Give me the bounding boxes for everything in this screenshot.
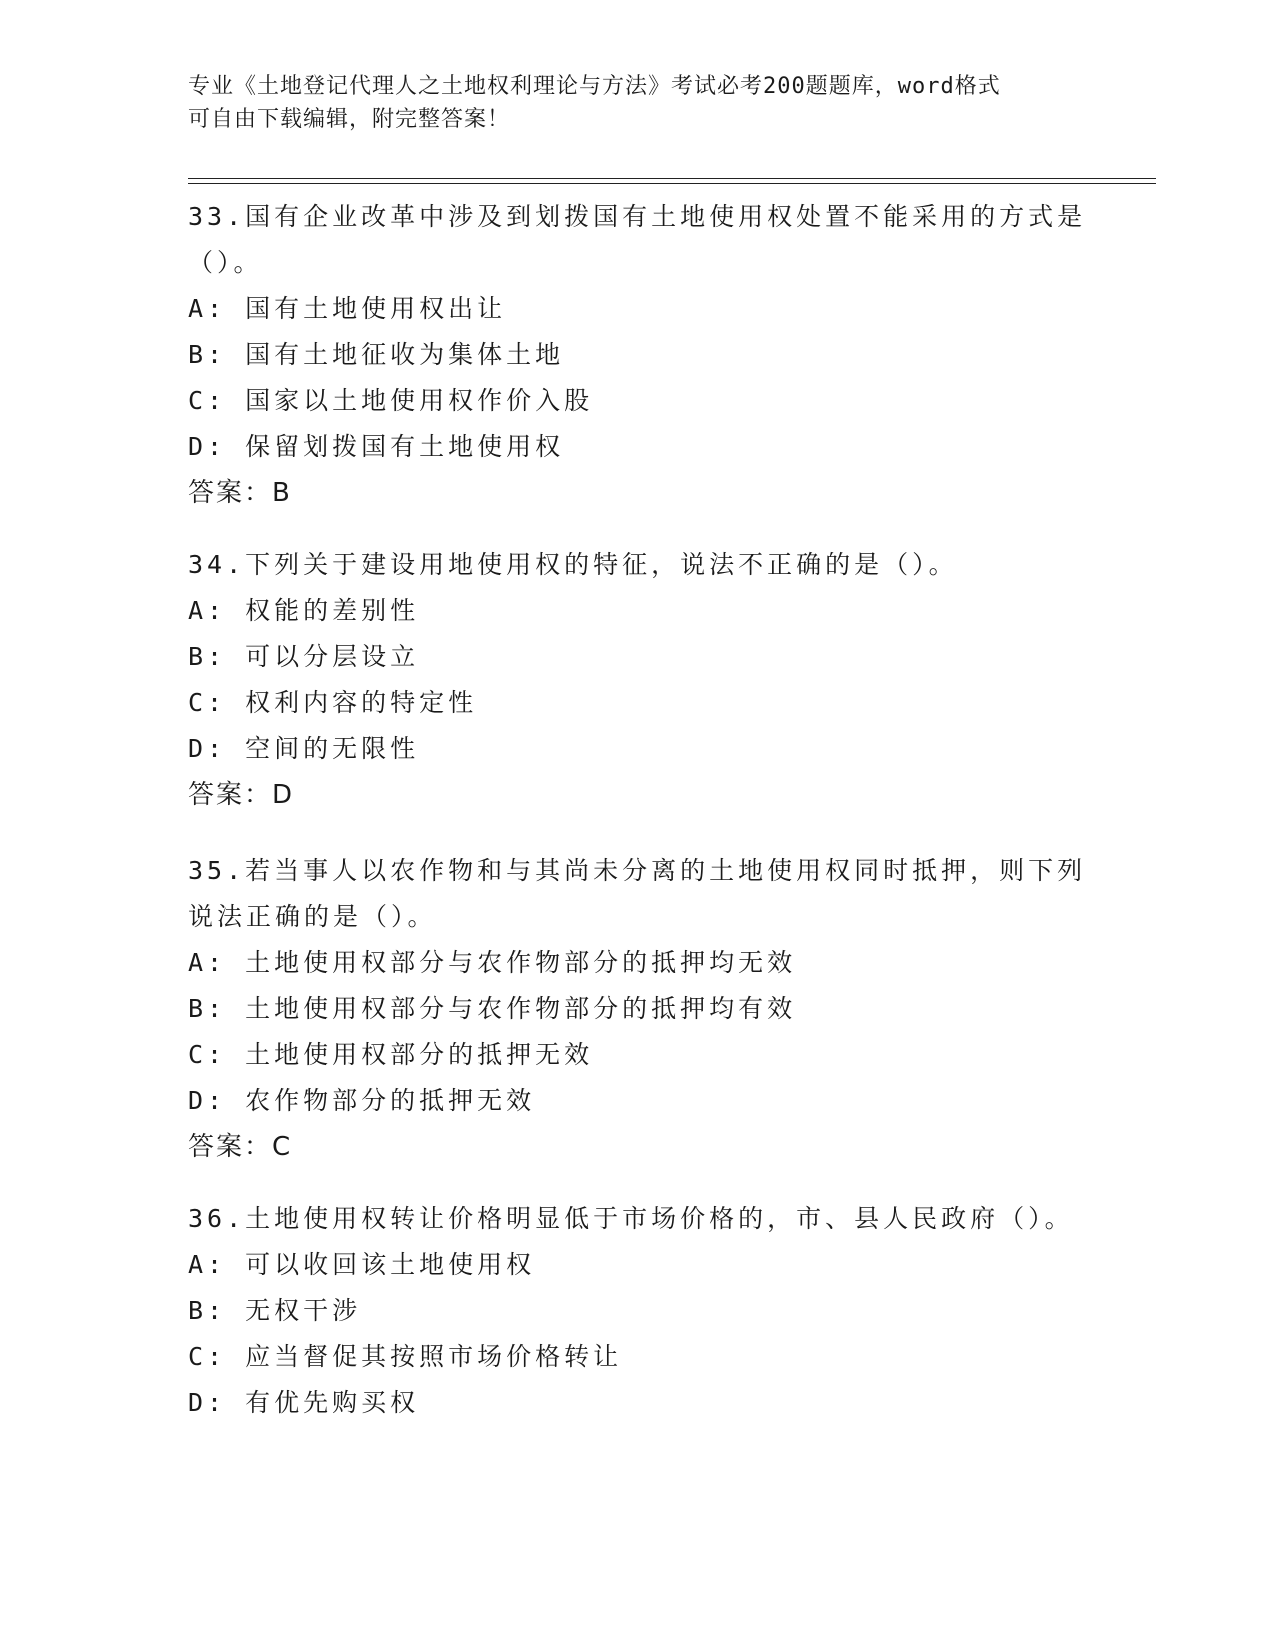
question-number: 35.	[188, 856, 246, 885]
question-33	[188, 194, 1088, 516]
answer-label: 答案：	[188, 478, 273, 508]
answer-value: D	[272, 780, 293, 810]
question-stem: 国有企业改革中涉及到划拨国有土地使用权处置不能采用的方式是（）。	[188, 202, 1087, 277]
question-stem: 土地使用权转让价格明显低于市场价格的，市、县人民政府（）。	[245, 1204, 1074, 1233]
option-a: A: 国有土地使用权出让	[188, 294, 507, 323]
question-number: 36.	[188, 1204, 246, 1233]
question-number: 33.	[188, 202, 246, 231]
answer-line	[188, 772, 1088, 818]
answer-value: C	[272, 1132, 291, 1162]
header-divider-bottom	[188, 183, 1156, 184]
header-line-1: 专业《土地登记代理人之土地权利理论与方法》考试必考200题题库，word格式	[188, 74, 1001, 99]
option-c: C: 权利内容的特定性	[188, 688, 478, 717]
option-c: C: 国家以土地使用权作价入股	[188, 386, 594, 415]
question-text	[188, 1196, 1088, 1242]
question-36	[188, 1196, 1088, 1426]
option-b: B: 无权干涉	[188, 1296, 362, 1325]
question-text	[188, 848, 1088, 940]
question-34	[188, 542, 1088, 818]
question-stem: 下列关于建设用地使用权的特征，说法不正确的是（）。	[245, 550, 958, 579]
option-b: B: 可以分层设立	[188, 642, 420, 671]
option-d: D: 有优先购买权	[188, 1388, 420, 1417]
question-stem: 若当事人以农作物和与其尚未分离的土地使用权同时抵押，则下列说法正确的是（）。	[188, 856, 1087, 931]
option-b: B: 土地使用权部分与农作物部分的抵押均有效	[188, 994, 797, 1023]
header-line-2: 可自由下载编辑，附完整答案！	[188, 107, 511, 132]
question-number: 34.	[188, 550, 246, 579]
question-text	[188, 542, 1088, 588]
option-d: D: 农作物部分的抵押无效	[188, 1086, 536, 1115]
option-b: B: 国有土地征收为集体土地	[188, 340, 565, 369]
header-divider-top	[188, 178, 1156, 179]
option-a: A: 可以收回该土地使用权	[188, 1250, 536, 1279]
answer-value: B	[272, 478, 290, 508]
option-a: A: 土地使用权部分与农作物部分的抵押均无效	[188, 948, 797, 977]
answer-label: 答案：	[188, 1132, 273, 1162]
option-c: C: 土地使用权部分的抵押无效	[188, 1040, 594, 1069]
question-text	[188, 194, 1088, 286]
answer-line	[188, 470, 1088, 516]
question-35	[188, 848, 1088, 1170]
answer-line	[188, 1124, 1088, 1170]
option-d: D: 保留划拨国有土地使用权	[188, 432, 565, 461]
option-c: C: 应当督促其按照市场价格转让	[188, 1342, 623, 1371]
answer-label: 答案：	[188, 780, 273, 810]
document-header	[188, 70, 1088, 136]
option-d: D: 空间的无限性	[188, 734, 420, 763]
option-a: A: 权能的差别性	[188, 596, 420, 625]
